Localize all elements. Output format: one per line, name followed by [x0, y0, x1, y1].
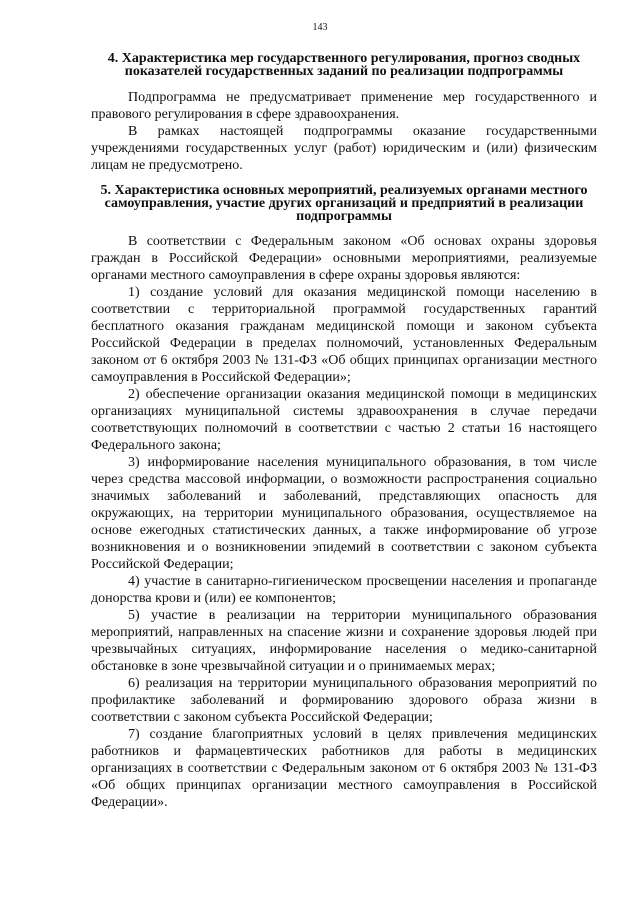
list-item-3: 3) информирование населения муниципального образования, в том числе через средства массовой информации, о возможности распространения социально значимых заболеваний и заболеваний, представляющих опасность для окружающих, на территории муниципального образования, осуществляемое на основе ежегодных статистических данных, а также информирование об угрозе возникновения и о возникновении эпидемий в соответствии с законом субъекта Российской Федерации;: [91, 455, 597, 572]
section-5-heading: 5. Характеристика основных мероприятий, реализуемых органами местного самоуправления, участие других организаций и предприятий в реализации подпрограммы: [100, 183, 588, 224]
list-item-6: 6) реализация на территории муниципального образования мероприятий по профилактике заболеваний и формированию здорового образа жизни в соответствии с законом субъекта Российской Федерации;: [91, 676, 597, 725]
section-4-paragraph-1: Подпрограмма не предусматривает применение мер государственного и правового регулирования в сфере здравоохранения.: [91, 90, 597, 122]
list-item-5: 5) участие в реализации на территории муниципального образования мероприятий, направленных на спасение жизни и сохранение здоровья людей при чрезвычайных ситуациях, информирование населения о медико-санитарной обстановке в зоне чрезвычайной ситуации и о принимаемых мерах;: [91, 608, 597, 674]
document-body: [91, 52, 597, 811]
list-item-7: 7) создание благоприятных условий в целях привлечения медицинских работников и фармацевтических работников для работы в медицинских организациях в соответствии с Федеральным законом от 6 октября 2003 № 131-ФЗ «Об общих принципах организации местного самоуправления в Российской Федерации».: [91, 727, 597, 810]
section-4-heading: 4. Характеристика мер государственного регулирования, прогноз сводных показателей государственных заданий по реализации подпрограммы: [107, 51, 581, 79]
list-item-1: 1) создание условий для оказания медицинской помощи населению в соответствии с территориальной программой государственных гарантий бесплатного оказания гражданам медицинской помощи и законом субъекта Российской Федерации в пределах полномочий, установленных Федеральным законом от 6 октября 2003 № 131-ФЗ «Об общих принципах организации местного самоуправления в Российской Федерации»;: [91, 285, 597, 385]
list-item-4: 4) участие в санитарно-гигиеническом просвещении населения и пропаганде донорства крови и (или) ее компонентов;: [91, 574, 597, 606]
section-4-paragraph-2: В рамках настоящей подпрограммы оказание государственными учреждениями государственных услуг (работ) юридическим и (или) физическим лицам не предусмотрено.: [91, 124, 597, 173]
section-5-intro: В соответствии с Федеральным законом «Об основах охраны здоровья граждан в Российской Федерации» основными мероприятиями, реализуемые органами местного самоуправления в сфере охраны здоровья являются:: [91, 234, 597, 283]
page-number: 143: [312, 22, 328, 33]
list-item-2: 2) обеспечение организации оказания медицинской помощи в медицинских организациях муниципальной системы здравоохранения в случае передачи соответствующих полномочий в соответствии с частью 2 статьи 16 настоящего Федерального закона;: [91, 387, 597, 453]
